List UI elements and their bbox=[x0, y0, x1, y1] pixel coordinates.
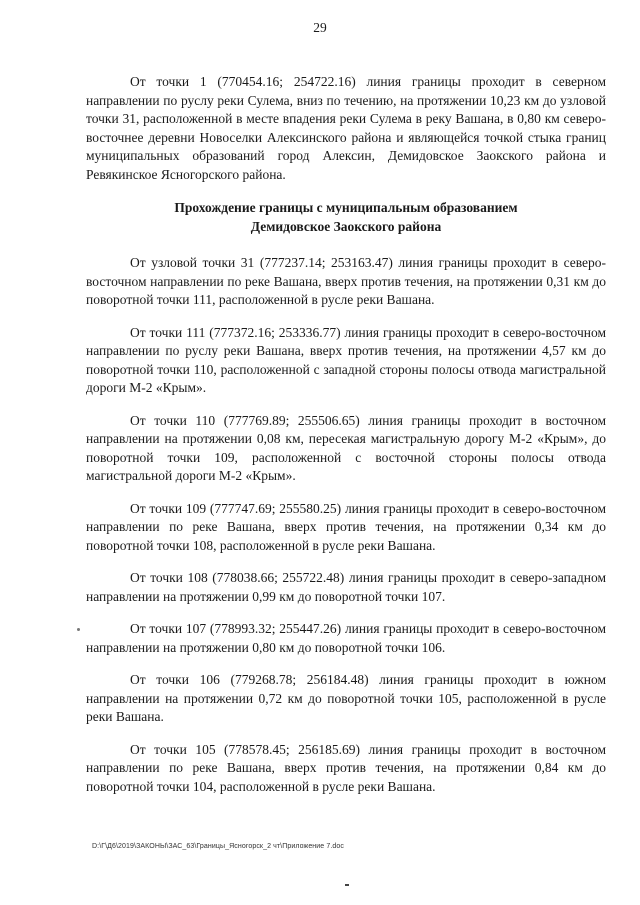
footer-file-path: D:\Г\Д6\2019\ЗАКОНЫ\ЗАС_63\Границы_Ясногорск_2 чт\Приложение 7.doc bbox=[92, 843, 344, 850]
scan-speck bbox=[345, 884, 349, 886]
paragraph-point-109: От точки 109 (777747.69; 255580.25) линия границы проходит в северо-восточном направлении по реке Вашана, вверх против течения, на протяжении 0,34 км до поворотной точки 108, расположенной в русле реки Вашана. bbox=[86, 500, 606, 553]
paragraph-point-31: От узловой точки 31 (777237.14; 253163.47) линия границы проходит в северо-восточном направлении по реке Вашана, вверх против течения, на протяжении 0,31 км до поворотной точки 111, расположенной в русле реки Вашана. bbox=[86, 255, 606, 307]
paragraph-point-105: От точки 105 (778578.45; 256185.69) линия границы проходит в восточном направлении по реке Вашана, вверх против течения, на протяжении 0,84 км до поворотной точки 104, расположенной в русле реки Вашана. bbox=[86, 741, 606, 794]
scan-speck bbox=[77, 628, 80, 631]
paragraph-point-106: От точки 106 (779268.78; 256184.48) линия границы проходит в южном направлении на протяжении 0,72 км до поворотной точки 105, расположенной в русле реки Вашана. bbox=[86, 672, 606, 724]
paragraph-point-108: От точки 108 (778038.66; 255722.48) линия границы проходит в северо-западном направлении на протяжении 0,99 км до поворотной точки 107. bbox=[86, 570, 606, 604]
page-number: 29 bbox=[313, 20, 327, 35]
paragraph-point-1: От точки 1 (770454.16; 254722.16) линия границы проходит в северном направлении по руслу реки Сулема, вниз по течению, на протяжении 10,23 км до узловой точки 31, расположенной в месте впадения реки Сулема в реку Вашана, в 0,80 км северо-восточнее деревни Новоселки Алексинского района и являющейся точкой стыка границ муниципальных образований город Алексин, Демидовское Заокского района и Ревякинское Ясногорского района. bbox=[86, 74, 606, 182]
section-heading-line-2: Демидовское Заокского района bbox=[250, 219, 442, 234]
document-body bbox=[86, 73, 606, 810]
paragraph-point-110: От точки 110 (777769.89; 255506.65) линия границы проходит в восточном направлении на протяжении 0,08 км, пересекая магистральную дорогу М-2 «Крым», до поворотной точки 109, расположенной с восточной стороны полосы отвода магистральной дороги М-2 «Крым». bbox=[86, 412, 606, 483]
paragraph-point-111: От точки 111 (777372.16; 253336.77) линия границы проходит в северо-восточном направлении по руслу реки Вашана, вверх против течения, на протяжении 4,57 км до поворотной точки 110, расположенной с западной стороны полосы отвода магистральной дороги М-2 «Крым». bbox=[86, 324, 606, 395]
section-heading bbox=[86, 198, 606, 236]
paragraph-point-107: От точки 107 (778993.32; 255447.26) линия границы проходит в северо-восточном направлении на протяжении 0,80 км до поворотной точки 106. bbox=[86, 621, 606, 655]
section-heading-line-1: Прохождение границы с муниципальным образованием bbox=[174, 200, 518, 215]
